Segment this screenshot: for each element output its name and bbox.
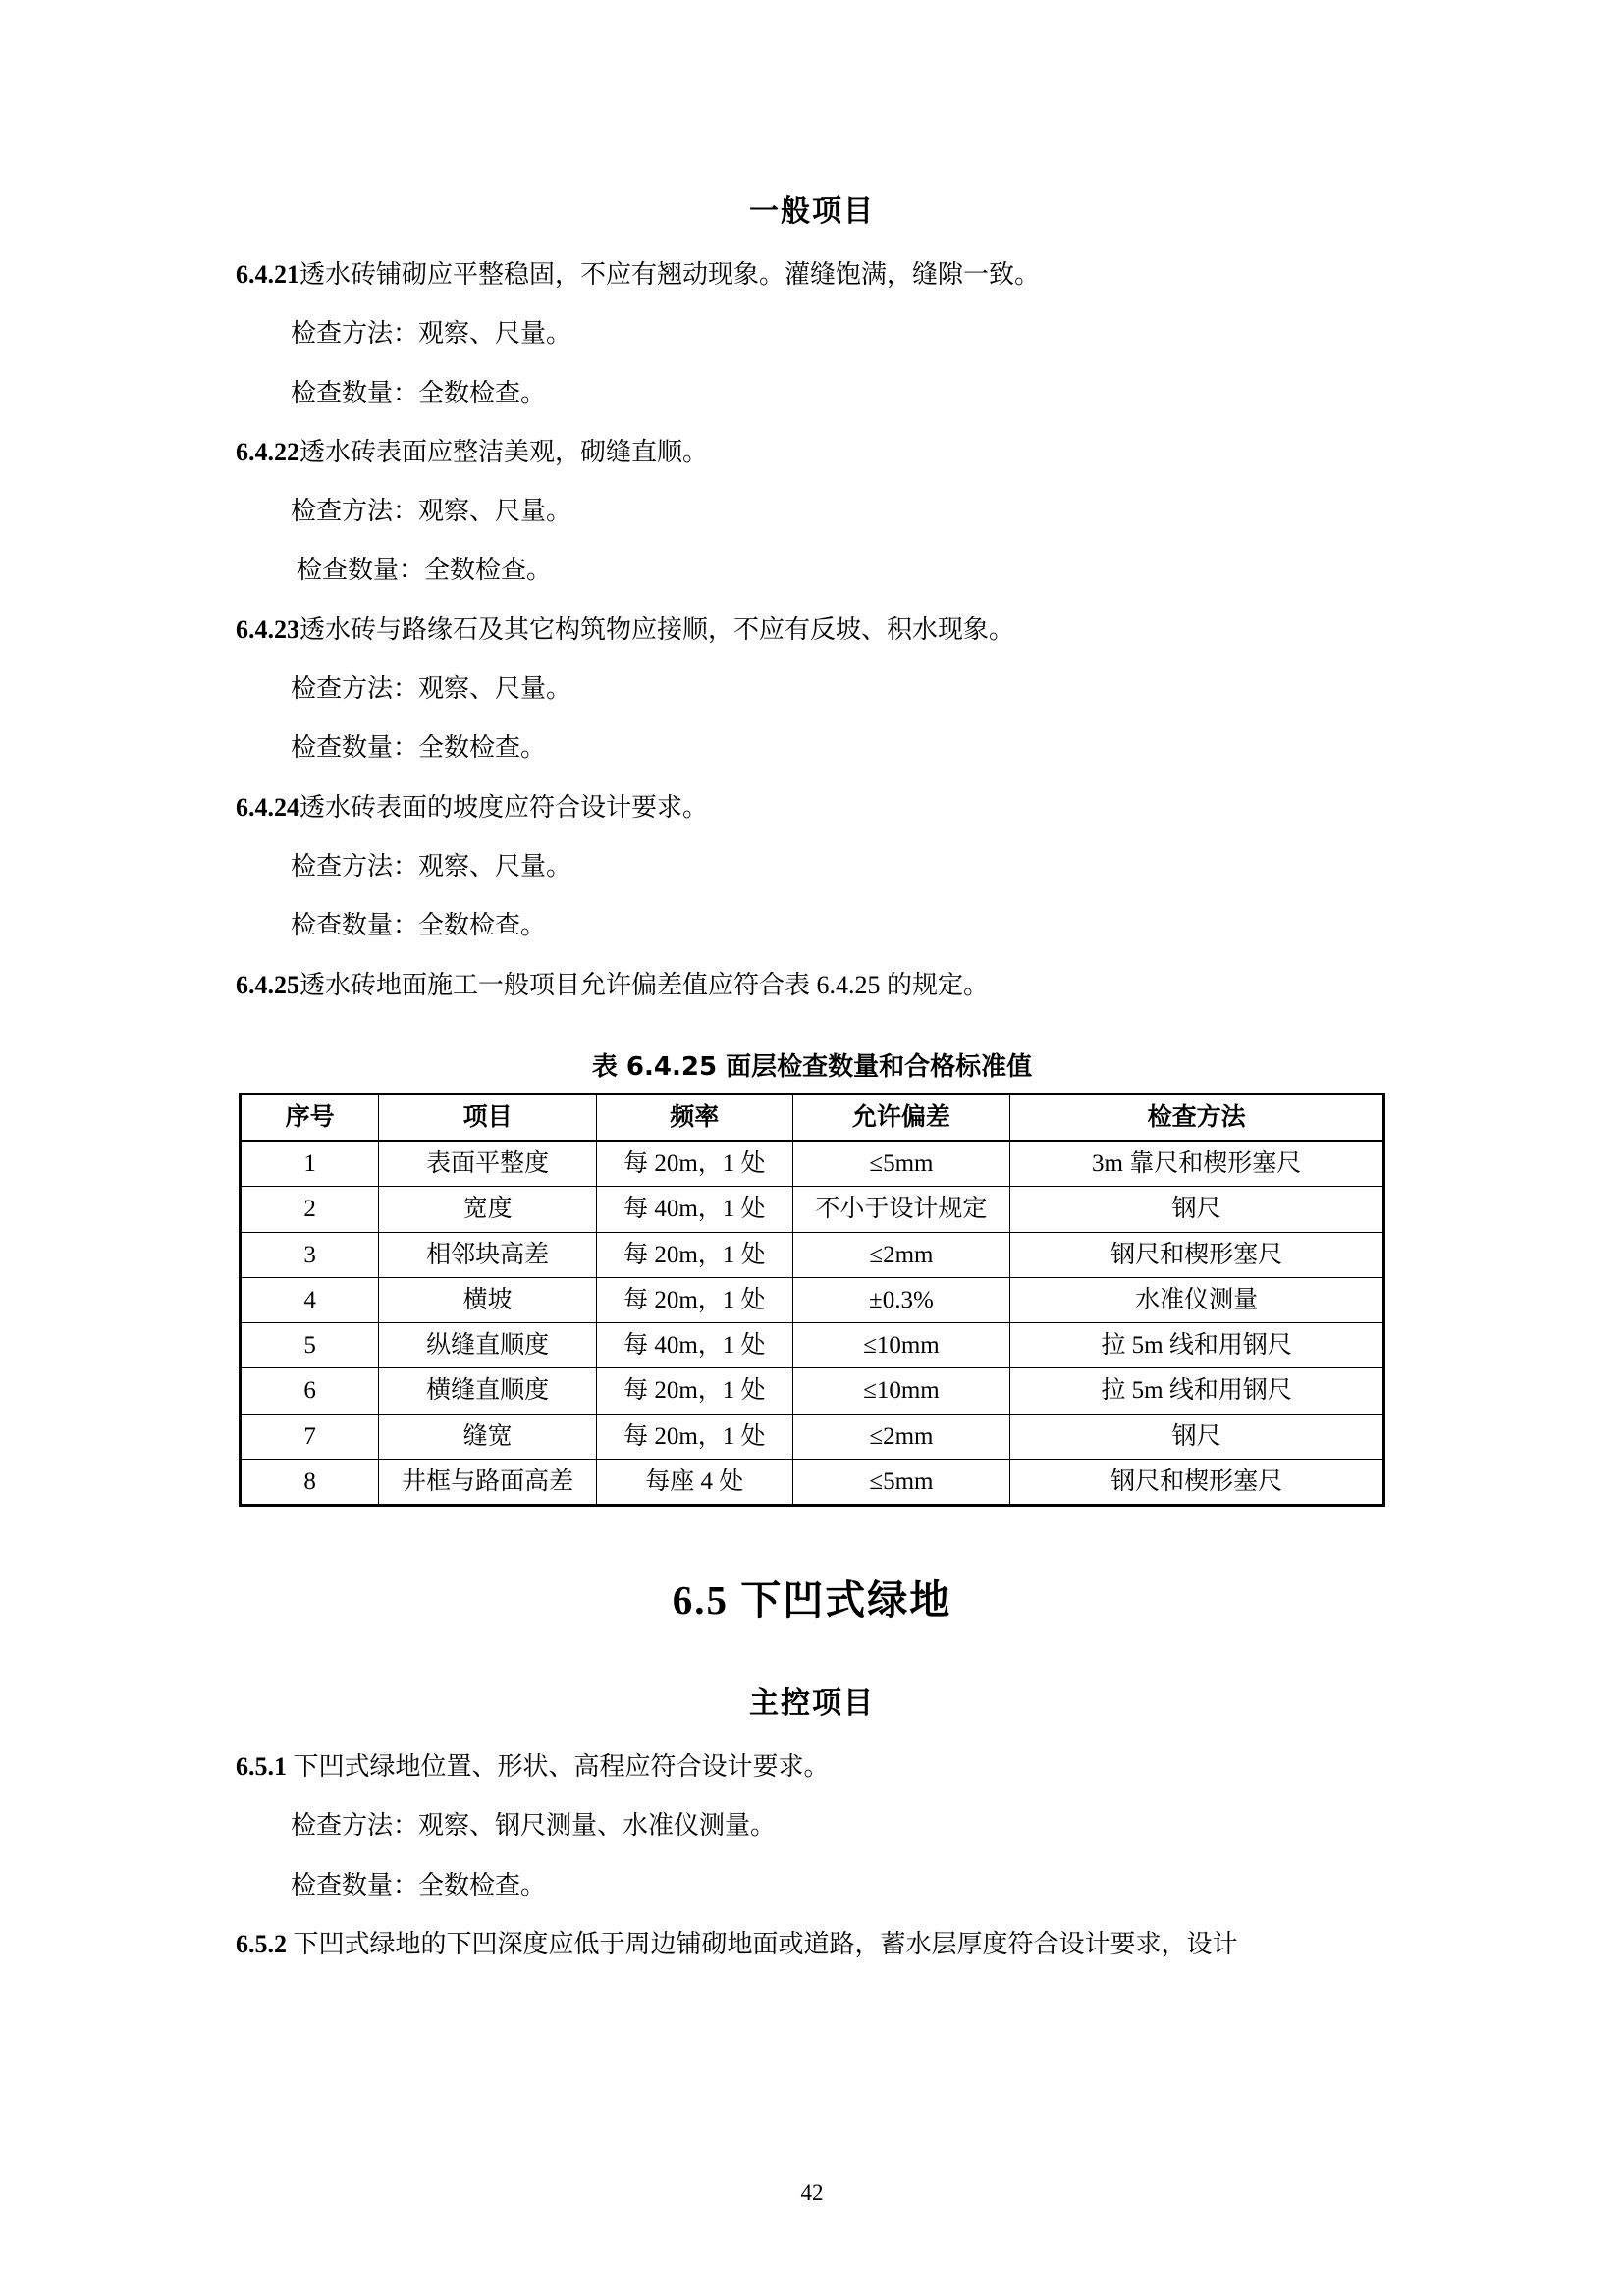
table-caption: 表 6.4.25 面层检查数量和合格标准值 — [591, 1051, 1033, 1082]
table-row — [241, 1323, 1384, 1368]
clause-number: 6.5.1 — [236, 1752, 287, 1782]
table-cell: 钢尺和楔形塞尺 — [1010, 1232, 1384, 1277]
clause-6-4-21-quantity: 检查数量：全数检查。 — [291, 378, 547, 407]
clause-6-4-24 — [236, 788, 1388, 828]
table-row — [241, 1277, 1384, 1322]
table-cell: 拉 5m 线和用钢尺 — [1010, 1368, 1384, 1414]
table-cell: 每 20m，1 处 — [596, 1368, 792, 1414]
clause-text: 下凹式绿地的下凹深度应低于周边铺砌地面或道路，蓄水层厚度符合设计要求，设计 — [293, 1930, 1238, 1958]
table-cell: ≤5mm — [792, 1459, 1010, 1505]
clause-6-4-21 — [236, 255, 1388, 294]
table-cell: ≤5mm — [792, 1141, 1010, 1187]
table-row — [241, 1187, 1384, 1232]
table-cell: 每 20m，1 处 — [596, 1414, 792, 1459]
clause-number: 6.4.23 — [236, 614, 299, 644]
clause-number: 6.4.21 — [236, 260, 299, 289]
table-cell: 7 — [241, 1414, 379, 1459]
table-row — [241, 1459, 1384, 1505]
table-cell: 钢尺 — [1010, 1414, 1384, 1459]
table-cell: 相邻块高差 — [379, 1232, 597, 1277]
section-heading-main-control: 主控项目 — [749, 1687, 875, 1721]
table-cell: ≤10mm — [792, 1323, 1010, 1368]
clause-text: 下凹式绿地位置、形状、高程应符合设计要求。 — [293, 1752, 830, 1782]
table-cell: ≤2mm — [792, 1232, 1010, 1277]
clause-6-5-1-quantity: 检查数量：全数检查。 — [291, 1870, 547, 1899]
table-cell: 3m 靠尺和楔形塞尺 — [1010, 1141, 1384, 1187]
clause-6-4-22 — [236, 433, 1388, 472]
table-cell: 钢尺和楔形塞尺 — [1010, 1459, 1384, 1505]
table-cell: 6 — [241, 1368, 379, 1414]
table-cell: ±0.3% — [792, 1277, 1010, 1322]
clause-6-4-24-method: 检查方法：观察、尺量。 — [291, 851, 572, 881]
table-cell: 表面平整度 — [379, 1141, 597, 1187]
table-cell: 钢尺 — [1010, 1187, 1384, 1232]
table-cell: 每座 4 处 — [596, 1459, 792, 1505]
clause-text: 透水砖铺砌应平整稳固，不应有翘动现象。灌缝饱满，缝隙一致。 — [299, 260, 1041, 289]
table-header-cell: 频率 — [596, 1094, 792, 1141]
table-cell: 5 — [241, 1323, 379, 1368]
table-cell: 井框与路面高差 — [379, 1459, 597, 1505]
table-cell: 水准仪测量 — [1010, 1277, 1384, 1322]
clause-6-5-1-method: 检查方法：观察、钢尺测量、水准仪测量。 — [291, 1811, 777, 1841]
table-cell: 2 — [241, 1187, 379, 1232]
table-row — [241, 1232, 1384, 1277]
table-row — [241, 1414, 1384, 1459]
table-row — [241, 1141, 1384, 1187]
table-cell: ≤10mm — [792, 1368, 1010, 1414]
table-cell: 每 40m，1 处 — [596, 1187, 792, 1232]
spec-table — [239, 1093, 1385, 1507]
clause-6-4-23 — [236, 611, 1388, 650]
section-heading-general: 一般项目 — [749, 195, 875, 228]
clause-6-4-25 — [236, 966, 1388, 1005]
clause-number: 6.4.25 — [236, 970, 299, 999]
table-cell: 宽度 — [379, 1187, 597, 1232]
clause-number: 6.4.22 — [236, 437, 299, 466]
table-cell: 8 — [241, 1459, 379, 1505]
table-cell: 不小于设计规定 — [792, 1187, 1010, 1232]
table-header-cell: 项目 — [379, 1094, 597, 1141]
clause-6-4-22-method: 检查方法：观察、尺量。 — [291, 497, 572, 526]
table-cell: 4 — [241, 1277, 379, 1322]
table-cell: ≤2mm — [792, 1414, 1010, 1459]
table-cell: 横缝直顺度 — [379, 1368, 597, 1414]
clause-6-4-23-quantity: 检查数量：全数检查。 — [291, 733, 547, 763]
clause-text: 透水砖表面应整洁美观，砌缝直顺。 — [299, 437, 709, 466]
table-header-cell: 序号 — [241, 1094, 379, 1141]
table-cell: 每 20m，1 处 — [596, 1232, 792, 1277]
clause-text: 透水砖与路缘石及其它构筑物应接顺，不应有反坡、积水现象。 — [299, 614, 1015, 644]
table-header-cell: 允许偏差 — [792, 1094, 1010, 1141]
table-cell: 缝宽 — [379, 1414, 597, 1459]
clause-text: 透水砖表面的坡度应符合设计要求。 — [299, 792, 709, 822]
table-cell: 1 — [241, 1141, 379, 1187]
table-cell: 每 20m，1 处 — [596, 1141, 792, 1187]
clause-6-4-23-method: 检查方法：观察、尺量。 — [291, 674, 572, 704]
table-header-row — [241, 1094, 1384, 1141]
clause-6-5-1 — [236, 1747, 1388, 1787]
table-cell: 拉 5m 线和用钢尺 — [1010, 1323, 1384, 1368]
clause-number: 6.4.24 — [236, 792, 299, 822]
table-cell: 3 — [241, 1232, 379, 1277]
clause-6-4-22-quantity: 检查数量：全数检查。 — [297, 556, 553, 585]
page-number: 42 — [800, 2180, 824, 2205]
clause-6-4-21-method: 检查方法：观察、尺量。 — [291, 319, 572, 348]
section-title-6-5: 6.5 下凹式绿地 — [672, 1577, 952, 1624]
table-cell: 纵缝直顺度 — [379, 1323, 597, 1368]
table-cell: 每 40m，1 处 — [596, 1323, 792, 1368]
table-cell: 每 20m，1 处 — [596, 1277, 792, 1322]
clause-6-4-24-quantity: 检查数量：全数检查。 — [291, 911, 547, 940]
clause-6-5-2 — [236, 1925, 1388, 1964]
table-row — [241, 1368, 1384, 1414]
table-cell: 横坡 — [379, 1277, 597, 1322]
clause-text: 透水砖地面施工一般项目允许偏差值应符合表 6.4.25 的规定。 — [299, 970, 990, 999]
table-header-cell: 检查方法 — [1010, 1094, 1384, 1141]
clause-number: 6.5.2 — [236, 1930, 287, 1958]
